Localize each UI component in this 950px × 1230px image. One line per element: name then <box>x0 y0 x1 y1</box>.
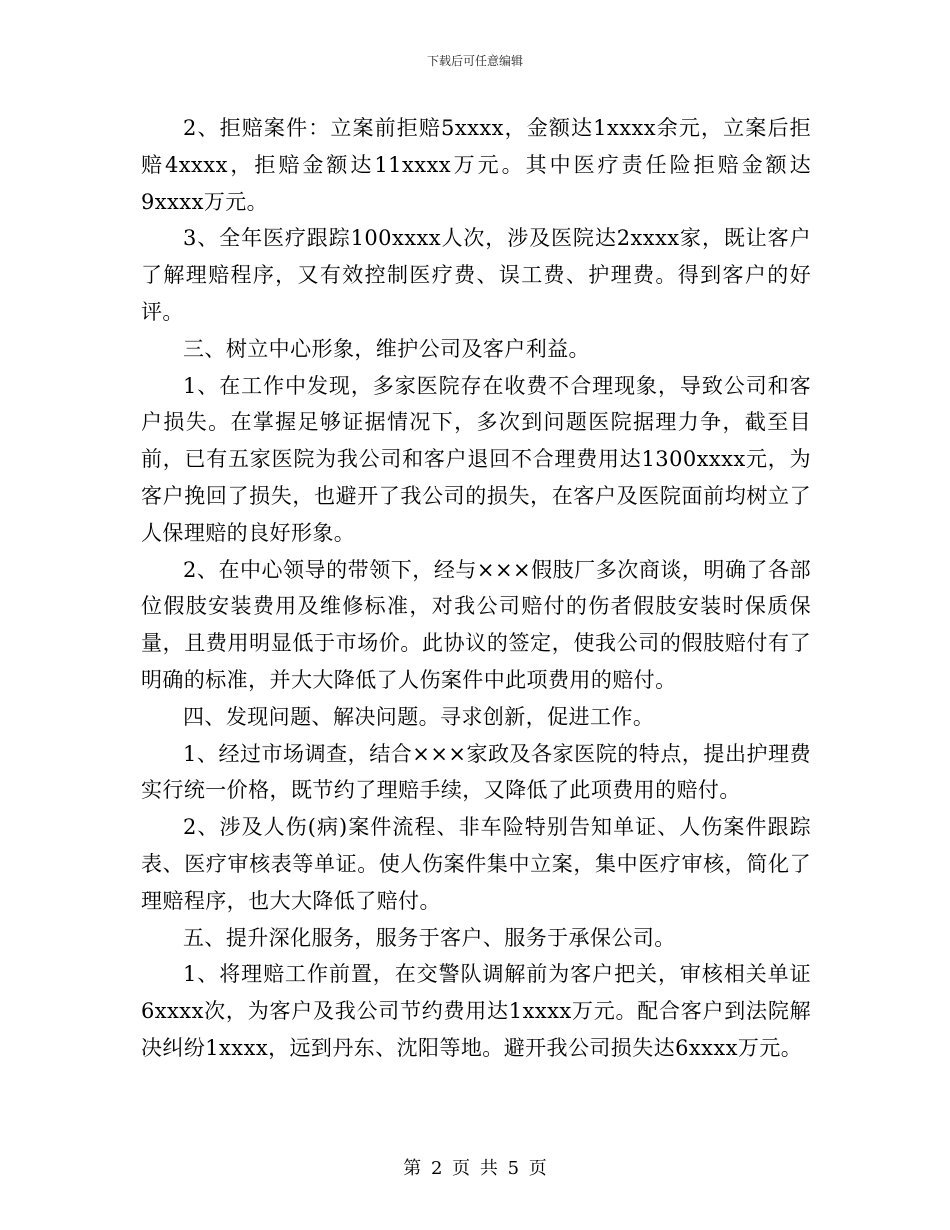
page-number: 第 2 页 共 5 页 <box>403 1158 547 1179</box>
paragraph: 1、在工作中发现，多家医院存在收费不合理现象，导致公司和客户损失。在掌握足够证据情况下，多次到问题医院据理力争，截至目前，已有五家医院为我公司和客户退回不合理费用达1300xxxx元，为客户挽回了损失，也避开了我公司的损失，在客户及医院面前均树立了人保理赔的良好形象。 <box>141 373 811 545</box>
section-heading: 四、发现问题、解决问题。寻求创新，促进工作。 <box>183 704 655 729</box>
paragraph: 2、涉及人伤(病)案件流程、非车险特别告知单证、人伤案件跟踪表、医疗审核表等单证。使人伤案件集中立案，集中医疗审核，简化了理赔程序，也大大降低了赔付。 <box>141 815 811 913</box>
paragraph: 1、经过市场调查，结合×××家政及各家医院的特点，提出护理费实行统一价格，既节约了理赔手续，又降低了此项费用的赔付。 <box>141 741 811 803</box>
paragraph: 1、将理赔工作前置，在交警队调解前为客户把关，审核相关单证6xxxx次，为客户及我公司节约费用达1xxxx万元。配合客户到法院解决纠纷1xxxx，远到丹东、沈阳等地。避开我公司损失达6xxxx万元。 <box>141 962 811 1060</box>
document-body <box>141 110 811 1067</box>
section-heading: 五、提升深化服务，服务于客户、服务于承保公司。 <box>183 925 676 950</box>
paragraph: 2、在中心领导的带领下，经与×××假肢厂多次商谈，明确了各部位假肢安装费用及维修标准，对我公司赔付的伤者假肢安装时保质保量，且费用明显低于市场价。此协议的签定，使我公司的假肢赔付有了明确的标准，并大大降低了人伤案件中此项费用的赔付。 <box>141 557 811 692</box>
page-header: 下载后可任意编辑 <box>426 54 523 68</box>
paragraph: 2、拒赔案件：立案前拒赔5xxxx，金额达1xxxx余元，立案后拒赔4xxxx，拒赔金额达11xxxx万元。其中医疗责任险拒赔金额达9xxxx万元。 <box>141 116 811 214</box>
section-heading: 三、树立中心形象，维护公司及客户利益。 <box>183 336 590 361</box>
paragraph: 3、全年医疗跟踪100xxxx人次，涉及医院达2xxxx家，既让客户了解理赔程序，又有效控制医疗费、误工费、护理费。得到客户的好评。 <box>141 226 811 324</box>
